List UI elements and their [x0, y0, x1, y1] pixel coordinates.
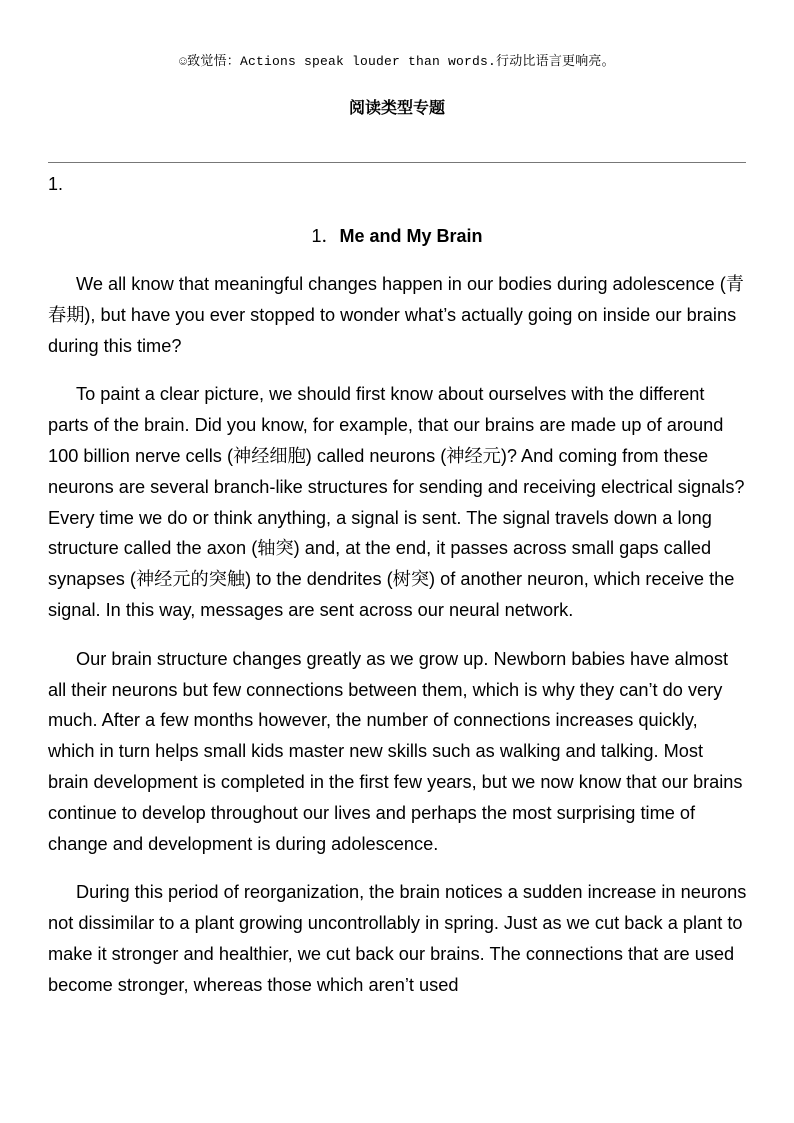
article-heading-title: Me and My Brain: [339, 226, 483, 246]
article-heading-prefix: 1．: [311, 226, 340, 246]
paragraph: During this period of reorganization, the brain notices a sudden increase in neurons not dissimilar to a plant growing uncontrollably in spring. Just as we cut back a plant to make it stronger and healthier, we cut back our brains. The connections that are used become stronger, whereas those which aren’t used: [48, 882, 747, 995]
question-number: 1.: [48, 174, 64, 194]
header-motto: ☺致觉悟：Actions speak louder than words.行动比语言更响亮。: [179, 54, 615, 69]
document-title: 阅读类型专题: [348, 98, 445, 117]
article-body: [48, 269, 748, 1019]
horizontal-divider: [48, 162, 746, 163]
paragraph: We all know that meaningful changes happen in our bodies during adolescence (青春期), but have you ever stopped to wonder what’s actually going on inside our brains during this time?: [48, 274, 744, 356]
article-heading: [0, 222, 794, 248]
paragraph: To paint a clear picture, we should first know about ourselves with the different parts of the brain. Did you know, for example, that our brains are made up of around 100 billion nerve cells (神经细胞) called neurons (神经元)? And coming from these neurons are several branch-like structures for sending and receiving electrical signals? Every time we do or think anything, a signal is sent. The signal travels down a long structure called the axon (轴突) and, at the end, it passes across small gaps called synapses (神经元的突触) to the dendrites (树突) of another neuron, which receive the signal. In this way, messages are sent across our neural network.: [48, 384, 745, 620]
paragraph: Our brain structure changes greatly as we grow up. Newborn babies have almost all their neurons but few connections between them, which is why they can’t do very much. After a few months however, the number of connections increases quickly, which in turn helps small kids master new skills such as walking and talking. Most brain development is completed in the first few years, but we now know that our brains continue to develop throughout our lives and perhaps the most surprising time of change and development is during adolescence.: [48, 648, 743, 854]
